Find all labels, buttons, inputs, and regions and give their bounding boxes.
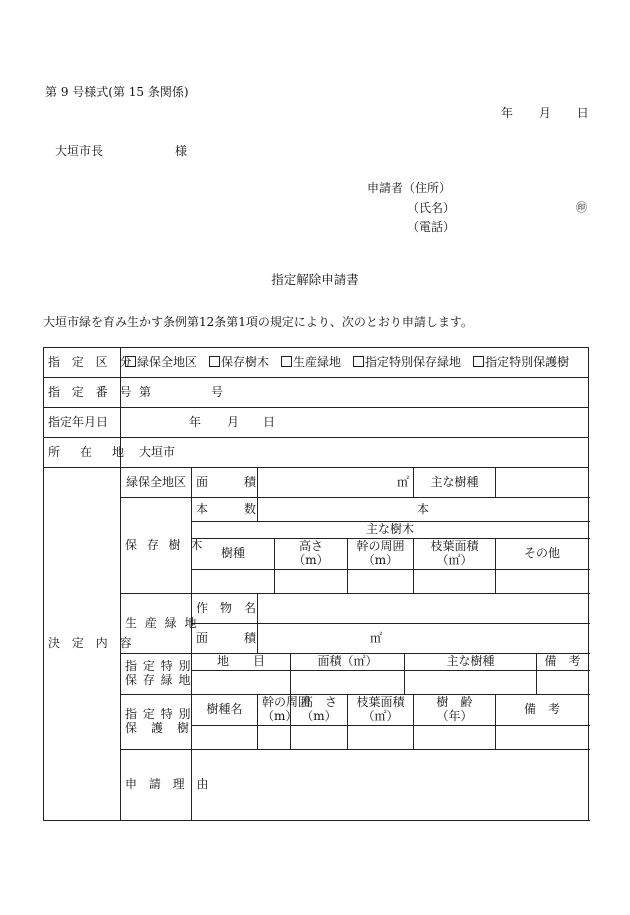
option-special-tree[interactable]: 指定特別保護樹 [473,355,569,369]
col-trunk-girth: 幹の周囲 （m） [258,695,291,726]
special-tree-remarks-field[interactable] [496,726,589,750]
production-area-field[interactable]: ㎡ [258,624,589,654]
special-canopy-field[interactable] [348,726,414,750]
col-remarks: 備 考 [537,654,589,671]
date-year-label: 年 [501,106,514,120]
location-label: 所 在 地 [44,438,121,468]
green-conservation-area-label: 面 積 [192,468,258,498]
designation-type-label: 指 定 区 分 [44,348,121,378]
option-preserved-tree[interactable]: 保存樹木 [209,355,269,369]
green-conservation-area-field[interactable]: ㎡ [258,468,414,498]
option-green-conservation[interactable]: 緑保全地区 [125,355,197,369]
checkbox-icon[interactable] [353,356,364,367]
designation-options [121,348,589,378]
designation-number-label: 指 定 番 号 [44,378,121,408]
seal-mark: ㊞ [576,201,587,214]
document-title: 指定解除申請書 [271,272,359,287]
reason-label: 申 請 理 由 [121,750,192,821]
special-species-field[interactable] [405,671,537,695]
special-age-field[interactable] [414,726,496,750]
option-production-green[interactable]: 生産緑地 [281,355,341,369]
col-species-name: 樹種名 [192,695,258,726]
preserved-trees-label: 保 存 樹 木 [121,498,192,594]
col-tree-age: 樹 齢 （年） [414,695,496,726]
col-main-species: 主な樹種 [405,654,537,671]
tree-trunk-field[interactable] [348,570,414,594]
date-month-label: 月 [538,106,551,120]
green-conservation-species-field[interactable] [496,468,589,498]
special-green-label: 指 定 特 別 保 存 緑 地 [121,654,192,695]
col-area: 面積（㎡） [291,654,405,671]
col-trunk: 幹の周囲 （m） [348,539,414,570]
crop-label: 作 物 名 [192,594,258,624]
special-trunk-field[interactable] [258,726,291,750]
crop-field[interactable] [258,594,589,624]
tree-height-field[interactable] [275,570,348,594]
application-table [43,347,589,821]
tree-other-field[interactable] [496,570,589,594]
col-land-category: 地 目 [192,654,291,671]
col-tree-remarks: 備 考 [496,695,589,726]
col-height: 高さ （m） [275,539,348,570]
tree-species-field[interactable] [192,570,275,594]
date-day-label: 日 [576,106,589,120]
col-other: その他 [496,539,589,570]
addressee: 大垣市長 [55,144,104,158]
col-species: 樹種 [192,539,275,570]
checkbox-icon[interactable] [125,356,136,367]
tree-count-field[interactable]: 本 [258,498,589,522]
checkbox-icon[interactable] [209,356,220,367]
application-date [501,104,589,121]
designation-date-field[interactable]: 年 月 日 [121,408,589,438]
applicant-address-label: 申請者（住所） [367,181,452,195]
form-number-label: 第 9 号様式(第 15 条関係) [45,85,189,99]
special-area-field[interactable] [291,671,405,695]
designation-number-field[interactable]: 第 号 [121,378,589,408]
main-trees-header: 主な樹木 [192,522,589,539]
col-canopy-area: 枝葉面積 （㎡） [348,695,414,726]
production-green-label: 生 産 緑 地 [121,594,192,654]
production-area-label: 面 積 [192,624,258,654]
designation-date-label: 指定年月日 [44,408,121,438]
green-conservation-label: 緑保全地区 [121,468,192,498]
reason-field[interactable] [192,750,589,821]
addressee-suffix: 様 [175,144,188,158]
location-field[interactable]: 大垣市 [121,438,589,468]
special-species-name-field[interactable] [192,726,258,750]
tree-canopy-field[interactable] [414,570,496,594]
special-remarks-field[interactable] [537,671,589,695]
applicant-phone-label: （電話） [407,220,456,234]
intro-text: 大垣市緑を育み生かす条例第12条第1項の規定により、次のとおり申請します。 [43,315,473,329]
decision-content-label: 決 定 内 容 [44,468,121,821]
special-trees-label: 指 定 特 別 保 護 樹 [121,695,192,750]
option-special-green[interactable]: 指定特別保存緑地 [353,355,461,369]
checkbox-icon[interactable] [473,356,484,367]
tree-count-label: 本 数 [192,498,258,522]
col-canopy: 枝葉面積 （㎡） [414,539,496,570]
land-category-field[interactable] [192,671,291,695]
col-tree-height: 高 さ （m） [291,695,348,726]
applicant-name-label: （氏名） [407,201,456,215]
green-conservation-species-label: 主な樹種 [414,468,496,498]
special-height-field[interactable] [291,726,348,750]
checkbox-icon[interactable] [281,356,292,367]
